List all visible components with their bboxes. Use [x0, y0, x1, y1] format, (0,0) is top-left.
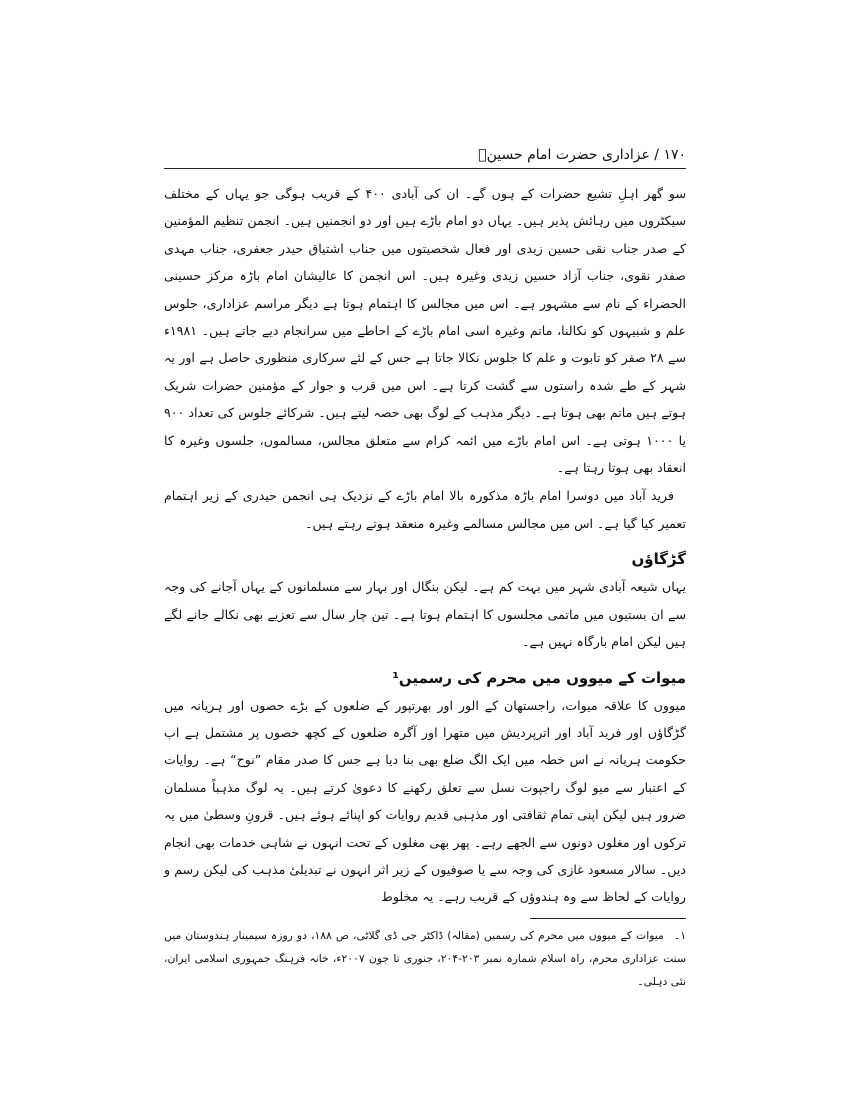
footnote-text: میوات کے میووں میں محرم کی رسمیں (مقالہ) ڈاکٹر جی ڈی گلاٹی، ص ۱۸۸، دو روزہ سیمینار ہندوستان میں سنت عزاداری محرم، راہ اسلام شمارہ نمبر ۲۰۳-۲۰۴، جنوری تا جون ۲۰۰۷ء، خانہ فرہنگ جمہوری اسلامی ایران، نئی دہلی۔ [164, 929, 686, 988]
running-header [164, 142, 686, 168]
paragraph-3: یہاں شیعہ آبادی شہر میں بہت کم ہے۔ لیکن بنگال اور بہار سے مسلمانوں کے یہاں آجانے کی وجہ سے ان بستیوں میں ماتمی مجلسوں کا اہتمام ہوتا ہے۔ تین چار سال سے تعزیے بھی نکالے جانے لگے ہیں لیکن امام بارگاہ نہیں ہے۔ [164, 579, 686, 650]
footnote-rule [530, 918, 686, 919]
book-title: عزاداری حضرت امام حسینؑ [478, 147, 650, 163]
heading-gurgaon: گڑگاؤں [631, 550, 686, 569]
paragraph-4: میووں کا علاقہ میوات، راجستھان کے الور اور بھرتپور کے ضلعوں کے بڑے حصوں اور ہریانہ میں گڑگاؤں اور فرید آباد اور اترپردیش میں متھرا اور آگرہ ضلعوں کے کچھ حصوں پر مشتمل ہے اب حکومت ہریانہ نے اس خطہ میں ایک الگ ضلع بھی بنا دیا ہے جس کا صدر مقام ”نوح“ ہے۔ روایات کے اعتبار سے میو لوگ راجپوت نسل سے تعلق رکھنے کا دعویٰ کرتے ہیں۔ یہ لوگ مذہباً مسلمان ضرور ہیں لیکن اپنی تمام ثقافتی اور مذہبی قدیم روایات کو اپنائے ہوئے ہیں۔ قرونِ وسطیٰ میں یہ ترکوں اور مغلوں دونوں سے الجھے رہے۔ پھر بھی مغلوں کے تحت انہوں نے شاہی خدمات بھی انجام دیں۔ سالار مسعود غازی کی وجہ سے یا صوفیوں کے زیر اثر انہوں نے تبدیلیٔ مذہب کی لیکن رسم و روایات کے لحاظ سے وہ ہندوؤں کے قریب رہے۔ یہ مخلوط [164, 697, 686, 905]
paragraph-1: سو گھر اہلِ تشیع حضرات کے ہوں گے۔ ان کی آبادی ۴۰۰ کے قریب ہوگی جو یہاں کے مختلف سیکٹروں میں رہائش پذیر ہیں۔ یہاں دو امام باڑے ہیں اور دو انجمنیں ہیں۔ انجمن تنظیم المؤمنین کے صدر جناب نقی حسین زیدی اور فعال شخصیتوں میں جناب اشتیاق حیدر جعفری، جناب مہدی صفدر نقوی، جناب آزاد حسین زیدی وغیرہ ہیں۔ اس انجمن کا عالیشان امام باڑہ مرکز حسینی الحضراء کے نام سے مشہور ہے۔ اس میں مجالس کا اہتمام ہوتا ہے دیگر مراسم عزاداری، جلوس علم و شبیہوں کو نکالنا، ماتم وغیرہ اسی امام باڑے کے احاطے میں سرانجام دیے جاتے ہیں۔ ۱۹۸۱ء سے ۲۸ صفر کو تابوت و علم کا جلوس نکالا جاتا ہے جس کے لئے سرکاری منظوری حاصل ہے اور یہ شہر کے طے شدہ راستوں سے گشت کرتا ہے۔ اس میں قرب و جوار کے مؤمنین حضرات شریک ہوتے ہیں ماتم بھی ہوتا ہے۔ دیگر مذہب کے لوگ بھی حصہ لیتے ہیں۔ شرکائے جلوس کی تعداد ۹۰۰ یا ۱۰۰۰ ہوتی ہے۔ اس امام باڑے میں ائمہ کرام سے متعلق مجالس، مسالموں، جلسوں وغیرہ کا انعقاد بھی ہوتا رہتا ہے۔ [164, 186, 686, 476]
paragraph-2: فرید آباد میں دوسرا امام باڑہ مذکورہ بالا امام باڑے کے نزدیک ہی انجمن حیدری کے زیر اہتمام تعمیر کیا گیا ہے۔ اس میں مجالس مسالمے وغیرہ منعقد ہوتے رہتے ہیں۔ [164, 488, 686, 531]
body-text [164, 180, 686, 911]
header-rule [164, 168, 686, 169]
page-number: ۱۷۰ [663, 147, 686, 163]
heading-mewat: میوات کے میووں میں محرم کی رسمیں¹ [392, 668, 686, 687]
footnote-number: ۱۔ [673, 929, 686, 942]
header-separator: / [654, 147, 659, 163]
footnote [164, 924, 686, 993]
